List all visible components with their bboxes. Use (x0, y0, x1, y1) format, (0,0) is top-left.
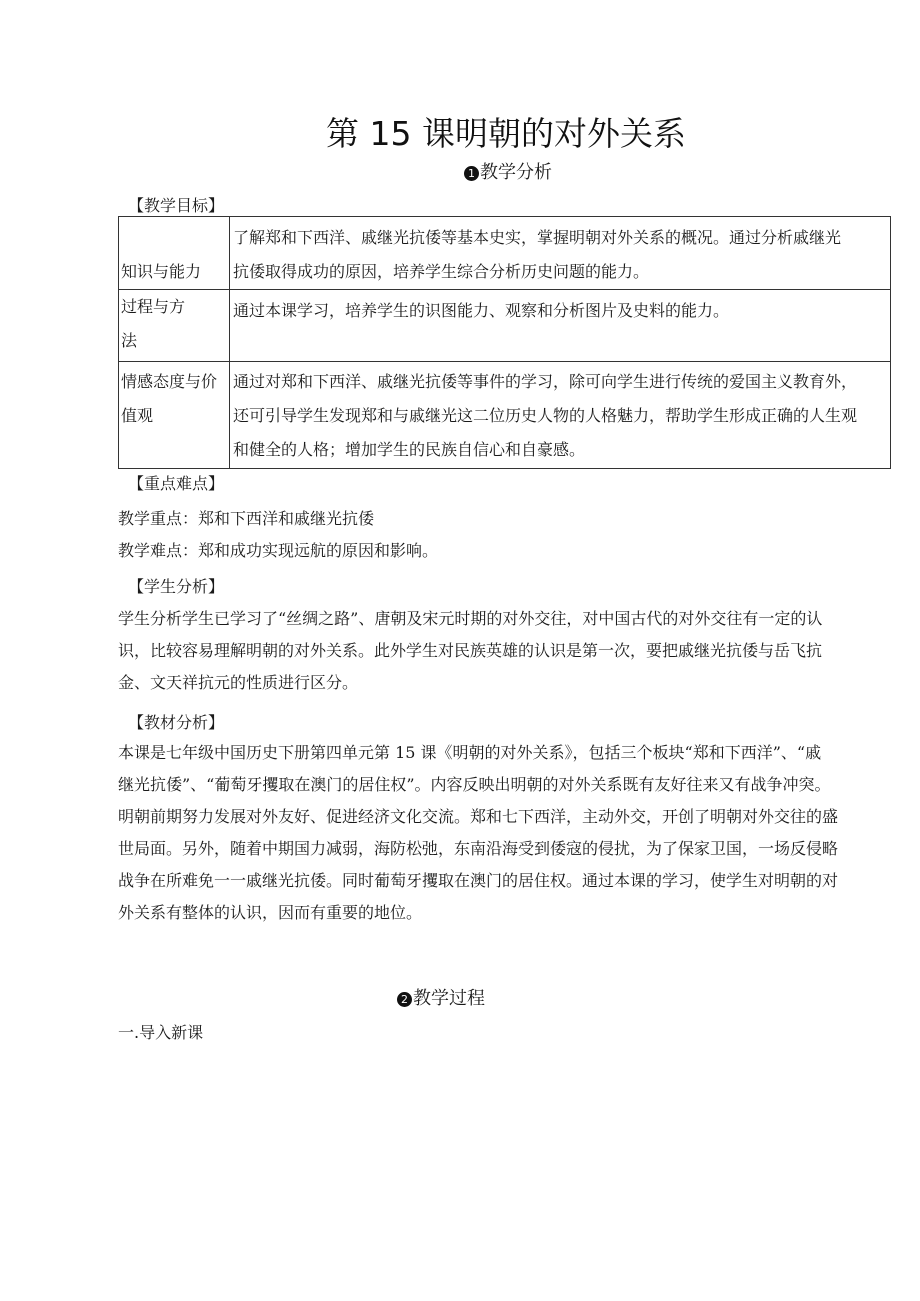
student-analysis-heading: 【学生分析】 (128, 577, 225, 596)
material-analysis-heading: 【教材分析】 (128, 713, 225, 732)
goal-label: 知识与能力 (119, 217, 230, 290)
keypoints-heading: 【重点难点】 (128, 474, 225, 493)
table-row (119, 290, 891, 362)
page-title: 第 15 课明朝的对外关系 (326, 114, 686, 153)
section-heading-process (0, 984, 882, 1010)
section-heading-analysis (0, 158, 920, 184)
teaching-goals-table (118, 216, 891, 469)
circled-number-icon: 2 (397, 992, 412, 1007)
goal-content: 通过对郑和下西洋、戚继光抗倭等事件的学习，除可向学生进行传统的爱国主义教育外， 还可引导学生发现郑和与戚继光这二位历史人物的人格魅力，帮助学生形成正确的人生观 和健全的人格；增加学生的民族自信心和自豪感。 (230, 362, 891, 469)
keypoint-difficulty: 教学难点：郑和成功实现远航的原因和影响。 (118, 541, 439, 560)
section-heading-label: 教学过程 (413, 988, 485, 1009)
section-heading-label: 教学分析 (480, 162, 552, 183)
keypoints-block (118, 503, 908, 567)
keypoint-focus: 教学重点：郑和下西洋和戚继光抗倭 (118, 509, 375, 528)
goals-heading: 【教学目标】 (128, 196, 225, 215)
table-row (119, 217, 891, 290)
goal-content: 了解郑和下西洋、戚继光抗倭等基本史实，掌握明朝对外关系的概况。通过分析戚继光 抗倭取得成功的原因，培养学生综合分析历史问题的能力。 (230, 217, 891, 290)
goal-label: 情感态度与价 值观 (119, 362, 230, 469)
student-analysis-paragraph: 学生分析学生已学习了“丝绸之路”、唐朝及宋元时期的对外交往，对中国古代的对外交往有一定的认 识，比较容易理解明朝的对外关系。此外学生对民族英雄的认识是第一次，要把戚继光抗倭与岳飞抗 金、文天祥抗元的性质进行区分。 (118, 609, 823, 692)
circled-number-icon: 1 (464, 166, 479, 181)
step-heading: 一.导入新课 (118, 1023, 204, 1042)
goal-content: 通过本课学习，培养学生的识图能力、观察和分析图片及史料的能力。 (230, 290, 891, 362)
goal-label: 过程与方 法 (119, 290, 230, 362)
table-row (119, 362, 891, 469)
material-analysis-paragraph: 本课是七年级中国历史下册第四单元第 15 课《明朝的对外关系》，包括三个板块“郑和下西洋”、“戚 继光抗倭”、“葡萄牙攫取在澳门的居住权”。内容反映出明朝的对外关系既有友好往来又有战争冲突。 明朝前期努力发展对外友好、促进经济文化交流。郑和七下西洋，主动外交，开创了明朝对外交往的盛 世局面。另外，随着中期国力减弱，海防松弛，东南沿海受到倭寇的侵扰，为了保家卫国，一场反侵略 战争在所难免一一戚继光抗倭。同时葡萄牙攫取在澳门的居住权。通过本课的学习，使学生对明朝的对 外关系有整体的认识，因而有重要的地位。 (118, 743, 839, 922)
